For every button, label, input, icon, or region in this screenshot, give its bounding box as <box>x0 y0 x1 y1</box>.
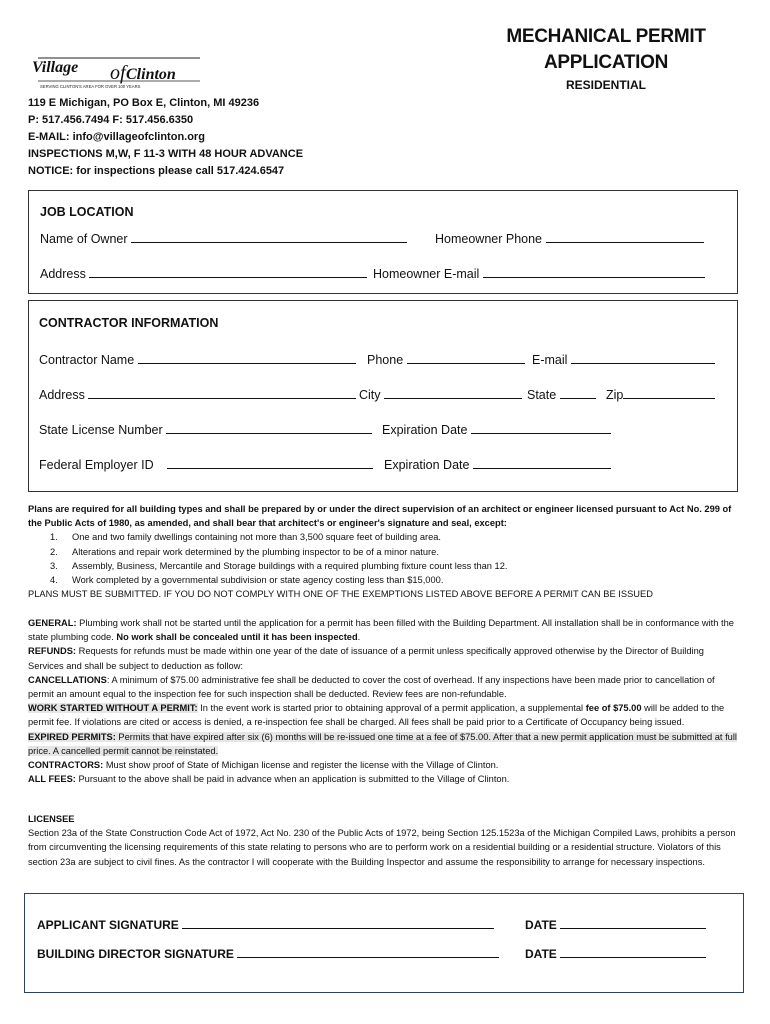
license-expiration-field[interactable]: Expiration Date <box>382 421 611 437</box>
federal-employer-id-field[interactable]: Federal Employer ID <box>39 456 373 472</box>
signature-section <box>24 893 744 993</box>
expired-permits-paragraph: EXPIRED PERMITS: Permits that have expired after six (6) months will be re-issued one time at a fee of $75.00. After that a new permit application must be submitted at full price. A cancelled permit cannot be reinstated. <box>28 731 737 756</box>
contractor-heading: CONTRACTOR INFORMATION <box>39 316 219 330</box>
owner-name-field[interactable]: Name of Owner <box>40 230 407 246</box>
exemption-item: 1. One and two family dwellings containing not more than 3,500 square feet of building area. <box>50 532 442 543</box>
contractor-state-field[interactable]: State <box>527 386 596 402</box>
fein-expiration-field[interactable]: Expiration Date <box>384 456 611 472</box>
plans-intro: Plans are required for all building types and shall be prepared by or under the direct supervision of an architect or engineer licensed pursuant to Act No. 299 of the Public Acts of 1980, as amended, and shall bear that architect's or engineer's signature and seal, except: <box>28 504 732 529</box>
plans-requirements <box>28 502 738 601</box>
all-fees-paragraph: ALL FEES: Pursuant to the above shall be paid in advance when an application is submitted to the Village of Clinton. <box>28 774 510 785</box>
applicant-signature-field[interactable]: APPLICANT SIGNATURE <box>37 916 494 932</box>
contractors-paragraph: CONTRACTORS: Must show proof of State of Michigan license and register the license with the Village of Clinton. <box>28 760 499 771</box>
phone-fax-line: P: 517.456.7494 F: 517.456.6350 <box>28 114 194 126</box>
general-paragraph: GENERAL: Plumbing work shall not be started until the application for a permit has been filled with the Building Department. All installation shall be in conformance with the state plumbing code. No work shall be concealed until it has been inspected. <box>28 618 734 643</box>
owner-email-field[interactable]: Homeowner E-mail <box>373 265 705 281</box>
director-date-field[interactable]: DATE <box>525 945 706 961</box>
inspection-notice-line: NOTICE: for inspections please call 517.424.6547 <box>28 165 285 177</box>
exemption-item: 2. Alterations and repair work determined by the plumbing inspector to be of a minor nature. <box>50 546 439 557</box>
exemption-list <box>28 530 738 587</box>
plans-submit-note: PLANS MUST BE SUBMITTED. IF YOU DO NOT COMPLY WITH ONE OF THE EXEMPTIONS LISTED ABOVE BEFORE A PERMIT CAN BE ISSUED <box>28 589 653 600</box>
contractor-address-field[interactable]: Address <box>39 386 356 402</box>
contractor-email-field[interactable]: E-mail <box>532 351 715 367</box>
job-location-section <box>28 190 738 294</box>
form-title: MECHANICAL PERMIT APPLICATION <box>506 26 706 73</box>
form-subtitle: RESIDENTIAL <box>565 78 646 92</box>
owner-phone-field[interactable]: Homeowner Phone <box>435 230 704 246</box>
state-license-field[interactable]: State License Number <box>39 421 372 437</box>
general-terms <box>28 616 740 786</box>
contractor-name-field[interactable]: Contractor Name <box>39 351 356 367</box>
office-address-block <box>28 95 303 180</box>
licensee-text: Section 23a of the State Construction Code Act of 1972, Act No. 230 of the Public Acts of 1972, being Section 125.1523a of the Michigan Compiled Laws, prohibits a person from circumventing the licensing requirements of this state relating to persons who are to perform work on a residential building or a residential structure. Violators of this section 23a are subject to civil fines. As the contractor I will cooperate with the Building Inspector and assume the responsibility to arrange for necessary inspections. <box>28 828 736 867</box>
work-without-permit-paragraph: WORK STARTED WITHOUT A PERMIT: In the event work is started prior to obtaining approval of a permit application, a supplemental fee of $75.00 will be added to the permit fee. If violations are cited or access is denied, a re-inspection fee shall be charged. All fees shall be paid prior to a Certificate of Occupancy being issued. <box>28 703 725 728</box>
refunds-paragraph: REFUNDS: Requests for refunds must be made within one year of the date of issuance of a permit unless specifically approved otherwise by the Director of Building Services and shall be subject to deduction as follow: <box>28 646 704 671</box>
logo-of: of <box>110 62 126 84</box>
exemption-item: 3. Assembly, Business, Mercantile and Storage buildings with a required plumbing fixture count less than 12. <box>50 560 508 571</box>
logo-clinton: Clinton <box>126 66 176 83</box>
logo-tagline: SERVING CLINTON'S AREA FOR OVER 100 YEARS <box>40 84 141 89</box>
inspection-hours-line: INSPECTIONS M,W, F 11-3 WITH 48 HOUR ADVANCE <box>28 148 304 160</box>
logo-village: Village <box>32 59 79 76</box>
licensee-section <box>28 812 740 869</box>
contractor-section <box>28 300 738 492</box>
contractor-city-field[interactable]: City <box>359 386 522 402</box>
exemption-item: 4. Work completed by a governmental subdivision or state agency costing less than $15,000. <box>50 575 444 586</box>
job-location-heading: JOB LOCATION <box>40 205 134 219</box>
logo-graphic <box>30 52 210 92</box>
applicant-date-field[interactable]: DATE <box>525 916 706 932</box>
job-address-field[interactable]: Address <box>40 265 367 281</box>
contractor-zip-field[interactable]: Zip <box>606 386 715 402</box>
licensee-heading: LICENSEE <box>28 814 75 824</box>
cancellations-paragraph: CANCELLATIONS: A minimum of $75.00 administrative fee shall be deducted to cover the cost of overhead. If any inspections have been made prior to cancellation of permit an amount equal to the inspection fee for such inspection shall be deducted. Review fees are non-refundable. <box>28 674 715 700</box>
village-logo <box>30 52 210 92</box>
contractor-phone-field[interactable]: Phone <box>367 351 525 367</box>
address-line: 119 E Michigan, PO Box E, Clinton, MI 49236 <box>28 97 260 109</box>
email-line: E-MAIL: info@villageofclinton.org <box>28 131 205 143</box>
director-signature-field[interactable]: BUILDING DIRECTOR SIGNATURE <box>37 945 499 961</box>
